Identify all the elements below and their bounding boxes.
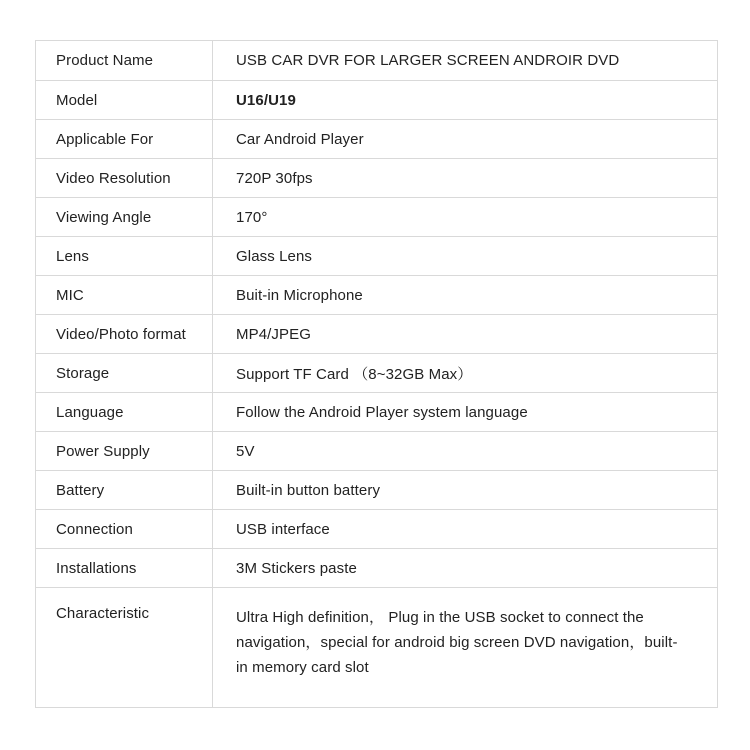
label-characteristic: Characteristic	[36, 588, 213, 708]
value-lens: Glass Lens	[213, 237, 718, 276]
label-installations: Installations	[36, 549, 213, 588]
label-connection: Connection	[36, 510, 213, 549]
label-power-supply: Power Supply	[36, 432, 213, 471]
table-row-mic	[36, 276, 718, 315]
value-viewing-angle: 170°	[213, 198, 718, 237]
label-viewing-angle: Viewing Angle	[36, 198, 213, 237]
value-power-supply: 5V	[213, 432, 718, 471]
label-video-resolution: Video Resolution	[36, 159, 213, 198]
value-video-resolution: 720P 30fps	[213, 159, 718, 198]
value-storage: Support TF Card （8~32GB Max）	[213, 354, 718, 393]
table-row-model	[36, 81, 718, 120]
label-model: Model	[36, 81, 213, 120]
value-language: Follow the Android Player system language	[213, 393, 718, 432]
table-row-video-resolution	[36, 159, 718, 198]
label-mic: MIC	[36, 276, 213, 315]
label-lens: Lens	[36, 237, 213, 276]
value-connection: USB interface	[213, 510, 718, 549]
label-product-name: Product Name	[36, 41, 213, 81]
table-row-storage	[36, 354, 718, 393]
value-applicable-for: Car Android Player	[213, 120, 718, 159]
table-row-power-supply	[36, 432, 718, 471]
table-row-product-name	[36, 41, 718, 81]
value-mic: Buit-in Microphone	[213, 276, 718, 315]
table-row-viewing-angle	[36, 198, 718, 237]
table-row-applicable-for	[36, 120, 718, 159]
table-row-lens	[36, 237, 718, 276]
value-characteristic: Ultra High definition， Plug in the USB socket to connect the navigation，special for android big screen DVD navigation，built-in memory card slot	[213, 588, 718, 708]
value-installations: 3M Stickers paste	[213, 549, 718, 588]
value-battery: Built-in button battery	[213, 471, 718, 510]
table-row-characteristic	[36, 588, 718, 708]
label-language: Language	[36, 393, 213, 432]
table-row-installations	[36, 549, 718, 588]
value-video-photo-format: MP4/JPEG	[213, 315, 718, 354]
label-video-photo-format: Video/Photo format	[36, 315, 213, 354]
value-product-name: USB CAR DVR FOR LARGER SCREEN ANDROIR DVD	[213, 41, 718, 81]
label-storage: Storage	[36, 354, 213, 393]
table-row-video-photo-format	[36, 315, 718, 354]
value-model: U16/U19	[213, 81, 718, 120]
label-applicable-for: Applicable For	[36, 120, 213, 159]
table-row-battery	[36, 471, 718, 510]
spec-table	[35, 40, 718, 708]
table-row-connection	[36, 510, 718, 549]
table-row-language	[36, 393, 718, 432]
label-battery: Battery	[36, 471, 213, 510]
